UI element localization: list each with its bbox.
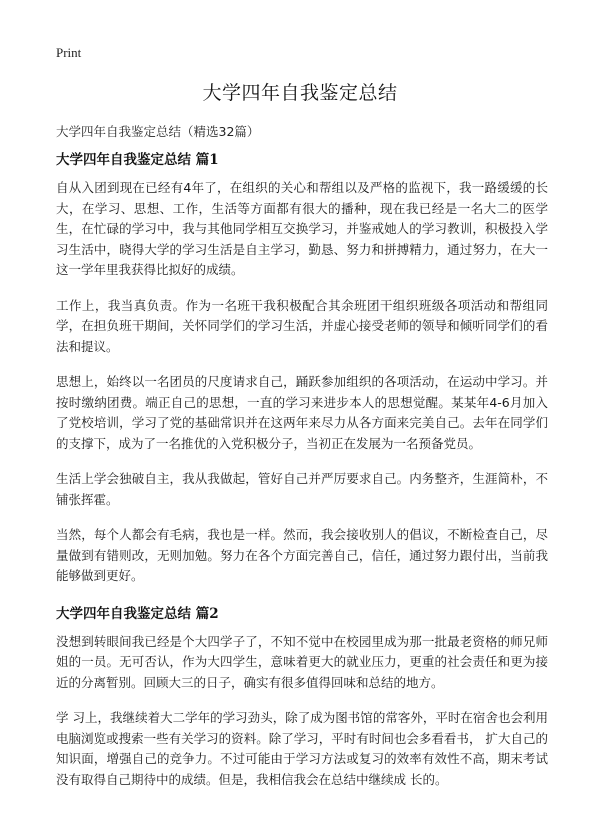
section-heading: 大学四年自我鉴定总结 篇1 xyxy=(56,152,219,168)
section-1 xyxy=(56,148,548,587)
paragraph: 工作上，我当真负责。作为一名班干我积极配合其余班团干组织班级各项活动和帮组同学，在担负班干期间，关怀同学们的学习生活，并虚心接受老师的领导和倾听同学们的看法和提议。 xyxy=(56,297,548,354)
section-2 xyxy=(56,602,548,791)
paragraph: 生活上学会独破自主，我从我做起，管好自己并严厉要求自己。内务整齐，生涯简朴，不铺张挥霍。 xyxy=(56,471,548,507)
paragraph: 学 习上，我继续着大二学年的学习劲头，除了成为图书馆的常客外，平时在宿舍也会利用电脑浏览或搜索一些有关学习的资料。除了学习，平时有时间也会多看看书， 扩大自己的知识面，增强自己的竞争力。不过可能由于学习方法或复习的效率有效性不高，期末考试没有取得自己期待中的成绩。但是，我相信我会在总结中继续成 长的。 xyxy=(56,710,548,787)
document-subtitle: 大学四年自我鉴定总结（精选32篇） xyxy=(56,124,260,139)
paragraph: 当然，每个人都会有毛病，我也是一样。然而，我会接收别人的倡议，不断检查自己，尽量做到有错则改，无则加勉。努力在各个方面完善自己，信任，通过努力跟付出，当前我能够做到更好。 xyxy=(56,527,548,583)
paragraph: 自从入团到现在已经有4年了，在组织的关心和帮组以及严格的监视下，我一路缓缓的长大，在学习、思想、工作，生活等方面都有很大的播种，现在我已经是一名大二的医学生，在忙碌的学习中，我与其他同学相互交换学习，并鉴戒她人的学习教训，积极投入学习生活中，晓得大学的学习生活是自主学习，勤恳、努力和拼搏精力，通过努力，在大一这一学年里我获得比拟好的成绩。 xyxy=(56,180,548,277)
paragraph: 没想到转眼间我已经是个大四学子了，不知不觉中在校园里成为那一批最老资格的师兄师姐的一员。无可否认，作为大四学生，意味着更大的就业压力，更重的社会责任和更为接近的分离暂别。回顾大三的日子，确实有很多值得回味和总结的地方。 xyxy=(56,633,548,690)
paragraph: 思想上，始终以一名团员的尺度请求自己，踊跃参加组织的各项活动，在运动中学习。并按时缴纳团费。端正自己的思想，一直的学习来进步本人的思想觉醒。某某年4-6月加入了党校培训，学习了党的基础常识并在这两年来尽力从各方面来完美自己。去年在同学们的支撑下，成为了一名推优的入党积极分子，当初正在发展为一名预备党员。 xyxy=(56,374,548,451)
page-title: 大学四年自我鉴定总结 xyxy=(202,82,398,104)
section-heading: 大学四年自我鉴定总结 篇2 xyxy=(56,605,219,622)
print-link[interactable]: Print xyxy=(56,45,82,60)
document-content xyxy=(56,148,548,805)
